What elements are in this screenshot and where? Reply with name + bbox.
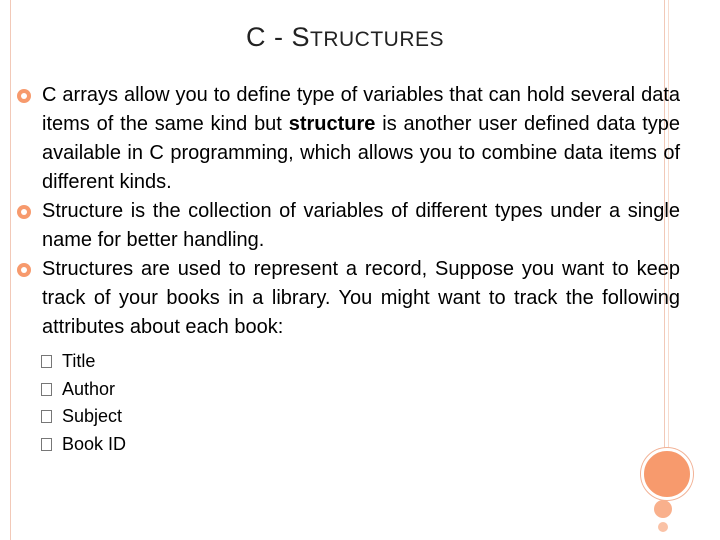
bullet-item [20,197,680,255]
decorative-circle-tiny [658,522,668,532]
bullet-text-part: Structure is the collection of variables of different types under a single name for better handling. [42,200,680,251]
checkbox-glyph-icon [41,383,52,396]
bullet-text-part: C arrays allow you to define type of variables that can hold several data items of the same kind but [42,84,680,135]
slide-title [0,22,690,53]
sub-item-label: Subject [62,406,123,426]
decorative-circle-small [654,500,672,518]
title-prefix: C - S [245,22,310,52]
list-item [41,376,680,404]
sub-item-label: Title [62,351,96,371]
checkbox-glyph-icon [41,438,52,451]
bullet-text [42,255,680,342]
slide-content [20,81,680,458]
left-frame-line [10,0,11,540]
bullet-text-part: is another user defined data type available in C programming, which allows you to combine data items of different kinds. [42,113,680,193]
sub-item-label: Author [62,378,116,399]
list-item [41,431,680,459]
title-rest: TRUCTURES [310,28,444,51]
list-item [41,348,680,376]
sun-bullet-icon [16,204,32,220]
bullet-text-part: Structures are used to represent a record, Suppose you want to keep track of your books in a library. You might want to track the following attributes about each book: [42,258,680,338]
bullet-bold-text: structure [288,113,376,135]
sun-bullet-icon [16,88,32,104]
sub-item-label: Book ID [62,433,127,454]
bullet-item [20,81,680,197]
checkbox-glyph-icon [41,355,52,368]
bullet-text [42,81,680,197]
list-item [41,403,680,431]
bullet-text [42,197,680,255]
sun-bullet-icon [16,262,32,278]
checkbox-glyph-icon [41,410,52,423]
sub-list [41,348,680,458]
bullet-item [20,255,680,342]
